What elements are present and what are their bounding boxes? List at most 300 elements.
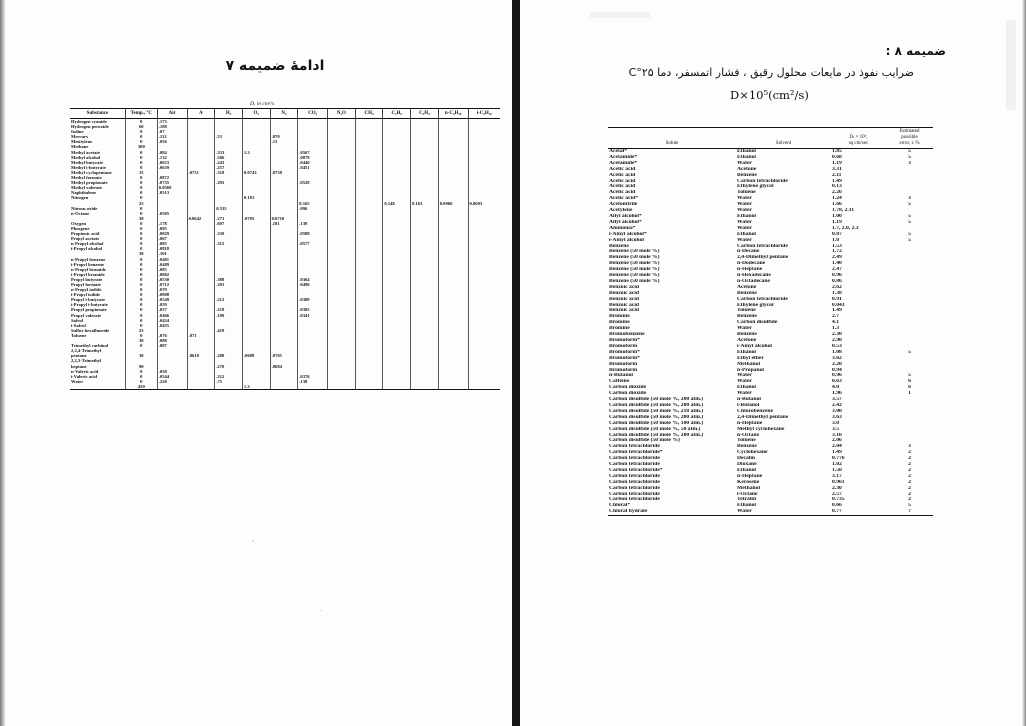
- diffusivity-cell: 3.31: [832, 166, 842, 172]
- diffusivity-cell: .418: [215, 328, 243, 333]
- diffusivity-cell: .0341: [298, 313, 328, 318]
- error-cell: 5: [908, 231, 911, 237]
- solute-cell: Carbon disulfide (50 mole %, 50 atm.): [609, 426, 701, 432]
- solute-cell: Bromine: [609, 326, 630, 332]
- diffusivity-cell: 2.47: [832, 267, 842, 273]
- solute-cell: Bromoform: [609, 367, 638, 373]
- substance-cell: i-Propyl benzene: [71, 261, 104, 267]
- error-cell: 6: [908, 385, 911, 391]
- substance-cell: Iodine: [71, 129, 84, 135]
- diffusivity-cell: .0388: [298, 297, 328, 302]
- temperature-cell: 300: [125, 144, 157, 149]
- substance-cell: Propyl propionate: [71, 307, 107, 313]
- error-cell: 5: [908, 373, 911, 379]
- temperature-cell: 0: [125, 343, 157, 348]
- solvent-cell: Toluene: [737, 190, 756, 196]
- diffusivity-cell: .0385: [298, 307, 328, 312]
- temperature-cell: 0: [125, 160, 157, 165]
- diffusivity-cell: .243: [215, 160, 243, 165]
- diffusivity-cell: .189: [215, 313, 243, 318]
- diffusivity-cell: .212: [215, 374, 243, 379]
- temperature-cell: 0: [125, 262, 157, 267]
- solvent-cell: 2,4-Dimethyl pentane: [737, 255, 789, 261]
- solute-cell: Carbon tetrachloride*: [609, 450, 663, 456]
- column-header: CO₂: [298, 109, 328, 119]
- solvent-cell: n-Hexadecane: [737, 273, 771, 279]
- solute-cell: Benzoic acid: [609, 296, 639, 302]
- error-cell: 3: [908, 160, 911, 166]
- diffusivity-cell: 2.62: [832, 284, 842, 290]
- diffusivity-cell: 0.0743: [242, 170, 270, 175]
- solvent-cell: Ethanol: [737, 231, 756, 237]
- substance-cell: i-Propyl iodide: [71, 292, 101, 298]
- diffusivity-cell: .178: [157, 221, 187, 226]
- diffusivity-cell: 2.7: [832, 314, 839, 320]
- solute-cell: Acetic acid: [609, 166, 636, 172]
- gas-diffusion-table-container: [70, 108, 500, 390]
- table-header-row: [70, 109, 500, 119]
- solvent-cell: Toluene: [737, 438, 756, 444]
- solute-cell: Bromobenzene: [609, 332, 645, 338]
- temperature-cell: 0: [125, 297, 157, 302]
- diffusivity-cell: 3.63: [832, 414, 842, 420]
- diffusivity-cell: 0.91: [832, 296, 842, 302]
- diffusivity-cell: .101: [157, 251, 187, 256]
- diffusivity-cell: 0.776: [832, 456, 845, 462]
- temperature-cell: 0: [125, 150, 157, 155]
- temperature-cell: 0: [125, 287, 157, 292]
- temperature-cell: 0: [125, 246, 157, 251]
- diffusivity-cell: 1.40: [832, 261, 842, 267]
- scan-edge-shadow: [1022, 0, 1026, 726]
- diffusivity-cell: .295: [215, 180, 243, 185]
- diffusivity-cell: .0712: [157, 282, 187, 287]
- diffusivity-cell: .0451: [298, 165, 328, 170]
- temperature-cell: 90: [125, 364, 157, 369]
- temperature-cell: 0: [125, 119, 157, 125]
- solvent-cell: Water: [737, 219, 752, 225]
- diffusivity-cell: .056: [157, 139, 187, 144]
- error-cell: 2: [908, 467, 911, 473]
- solvent-cell: Acetone: [737, 338, 757, 343]
- error-cell: 3: [908, 444, 911, 450]
- solvent-cell: Ethanol: [737, 385, 756, 391]
- solvent-cell: Ethyl ether: [737, 355, 764, 361]
- solute-cell: Carbon tetrachloride: [609, 444, 660, 450]
- column-header: n-C₄H₁₀: [438, 109, 468, 119]
- solvent-cell: Water: [737, 160, 752, 166]
- diffusivity-cell: 1.19: [832, 160, 842, 166]
- appendix-subtitle: ضرایب نفوذ در مایعات محلول رقیق ، فشار اتمسفر، دما ۲۵°C: [628, 66, 914, 79]
- diffusivity-cell: .0544: [157, 374, 187, 379]
- solvent-cell: i-Butanol: [737, 402, 760, 408]
- diffusivity-cell: .0639: [157, 165, 187, 170]
- solvent-cell: Ethylene glycol: [737, 184, 774, 190]
- temperature-cell: 0: [125, 318, 157, 323]
- diffusivity-cell: 0.535: [215, 206, 243, 211]
- substance-cell: n-Propyl alcohol: [71, 241, 104, 247]
- temperature-cell: 0: [125, 374, 157, 379]
- substance-cell: Safrol: [71, 317, 83, 323]
- solvent-cell: Benzene: [737, 290, 757, 296]
- solvent-cell: Water: [737, 391, 752, 397]
- solvent-cell: Water: [737, 237, 752, 243]
- diffusivity-cell: 0.63: [832, 379, 842, 385]
- substance-cell: n-Propyl iodide: [71, 287, 102, 293]
- diffusivity-cell: .0618: [187, 353, 215, 358]
- solvent-cell: n-Decane: [737, 249, 760, 255]
- diffusivity-cell: 2.06: [832, 438, 842, 444]
- diffusivity-cell: .0872: [157, 175, 187, 180]
- column-header-diffusivity: [831, 128, 886, 149]
- solute-cell: Carbon tetrachloride: [609, 485, 660, 491]
- diffusivity-cell: .084: [157, 150, 187, 155]
- diffusivity-cell: .0455: [157, 323, 187, 328]
- solute-cell: Benzoic acid: [609, 290, 639, 296]
- diffusivity-cell: 1.49: [832, 450, 842, 456]
- substance-cell: Propyl formate: [71, 282, 101, 287]
- diffusivity-cell: [215, 384, 243, 390]
- solute-cell: Carbon tetrachloride: [609, 479, 660, 485]
- solute-cell: Carbon disulfide (50 mole %, 200 atm.): [609, 432, 704, 438]
- substance-cell: Methyl formate: [71, 175, 102, 181]
- diffusivity-cell: 1.49: [832, 178, 842, 184]
- temperature-cell: 0: [125, 272, 157, 277]
- solvent-cell: Benzene: [737, 172, 757, 178]
- diffusivity-cell: 1.66: [832, 202, 842, 208]
- diffusivity-cell: .0735: [157, 180, 187, 185]
- diffusivity-cell: 3.57: [832, 397, 842, 403]
- solvent-cell: 2,4-Dimethyl pentane: [737, 414, 789, 420]
- substance-cell: Methyl valerate: [71, 185, 102, 191]
- diffusivity-cell: 0.87: [832, 231, 842, 237]
- substance-cell: i-Propyl bromide: [71, 271, 105, 277]
- substance-cell: i-Safrol: [71, 322, 86, 328]
- diffusivity-cell: .212: [215, 297, 243, 302]
- solvent-cell: n-Propanol: [737, 367, 764, 373]
- diffusivity-cell: .067: [157, 236, 187, 241]
- diffusivity-cell: 1.78, 2.11: [832, 208, 855, 214]
- column-header: Temp., °C: [125, 109, 157, 119]
- temperature-cell: 0: [125, 231, 157, 236]
- substance-cell: n-Propyl bromide: [71, 266, 106, 272]
- column-header: N₂O: [328, 109, 356, 119]
- diffusivity-cell: .0530: [157, 277, 187, 282]
- table-header-row: [608, 128, 933, 149]
- column-header-line: Estimated: [899, 129, 920, 134]
- error-cell: 5: [908, 213, 911, 219]
- substance-cell: Oxygen: [71, 220, 87, 226]
- substance-cell: Sulfur hexafluoride: [71, 327, 110, 333]
- diffusivity-cell: 2.30: [832, 485, 842, 491]
- substance-cell: Hydrogen peroxide: [71, 124, 109, 130]
- diffusivity-cell: .070: [270, 134, 298, 139]
- solute-cell: Bromoform*: [609, 338, 640, 343]
- solute-cell: Carbon disulfide (50 mole %, 200 atm.): [609, 414, 704, 420]
- right-page: [520, 0, 1026, 726]
- solvent-cell: n-Octane: [737, 432, 760, 438]
- diffusivity-cell: .095: [157, 226, 187, 231]
- solute-cell: Ammonia*: [609, 225, 636, 231]
- diffusivity-cell: .271: [215, 216, 243, 221]
- diffusivity-cell: .0879: [298, 155, 328, 160]
- error-cell: 6: [908, 379, 911, 385]
- solute-cell: Benzoic acid: [609, 302, 639, 308]
- temperature-cell: 0: [125, 134, 157, 139]
- temperature-cell: 0: [125, 195, 157, 200]
- diffusivity-cell: .085: [157, 267, 187, 272]
- solvent-cell: Carbon disulfide: [737, 320, 778, 326]
- diffusivity-cell: 1.49: [832, 308, 842, 314]
- diffusivity-cell: .220: [157, 379, 187, 384]
- substance-cell: i-Valeric acid: [71, 373, 97, 379]
- solute-cell: Acetic acid: [609, 184, 636, 190]
- diffusivity-cell: .0577: [298, 241, 328, 246]
- diffusivity-cell: 0.53: [832, 343, 842, 349]
- diffusivity-cell: 1.38: [832, 290, 842, 296]
- solute-cell: Benzene (50 mole %): [609, 267, 660, 273]
- diffusivity-cell: .0513: [157, 190, 187, 195]
- diffusivity-cell: .112: [157, 134, 187, 139]
- diffusivity-cell: .0688: [242, 353, 270, 358]
- error-cell: 2: [908, 497, 911, 503]
- column-header-line: sq cm/sec: [848, 141, 869, 146]
- diffusivity-cell: .0705: [270, 353, 298, 358]
- diffusivity-cell: .096: [298, 206, 328, 211]
- substance-cell: heptane: [71, 363, 87, 369]
- solvent-cell: Water: [736, 509, 831, 515]
- substance-cell: Propionic acid: [71, 231, 100, 237]
- diffusivity-cell: .0446: [298, 160, 328, 165]
- diffusivity-cell: 0.96: [832, 273, 842, 279]
- temperature-cell: 0: [125, 226, 157, 231]
- solvent-cell: Ethanol: [737, 148, 756, 154]
- substance-cell: i-Propyl i-butyrate: [71, 302, 108, 308]
- diffusivity-cell: 1.85: [832, 148, 842, 154]
- column-header: i-C₄H₁₀: [468, 109, 500, 119]
- substance-cell: [70, 384, 125, 390]
- gas-diffusion-table: [70, 108, 500, 390]
- error-cell: 2: [908, 485, 911, 491]
- solute-cell: i-Amyl alcohol*: [609, 231, 647, 237]
- diffusivity-cell: .0829: [157, 231, 187, 236]
- solvent-cell: Cyclohexane: [737, 450, 768, 456]
- diffusivity-cell: .0802: [157, 272, 187, 277]
- diffusivity-cell: .0588: [298, 231, 328, 236]
- diffusivity-cell: .088: [157, 338, 187, 343]
- diffusivity-cell: [468, 384, 500, 390]
- temperature-cell: 0: [125, 180, 157, 185]
- scan-speck: [320, 610, 322, 611]
- solvent-cell: Water: [737, 326, 752, 332]
- diffusivity-cell: .139: [298, 221, 328, 226]
- solute-cell: Carbon tetrachloride: [609, 491, 660, 497]
- temperature-cell: 0: [125, 292, 157, 297]
- substance-cell: Propyl valerate: [71, 312, 102, 318]
- diffusivity-cell: .270: [215, 364, 243, 369]
- diffusivity-cell: 0.0960: [438, 201, 468, 206]
- appendix-heading: ضمیمه ۸ :: [885, 44, 946, 58]
- diffusivity-cell: .506: [215, 155, 243, 160]
- error-cell: 7: [886, 509, 933, 515]
- solvent-cell: Ethanol: [737, 349, 756, 355]
- diffusivity-cell: [298, 384, 328, 390]
- solvent-cell: Benzene: [737, 444, 757, 450]
- solute-cell: Carbon tetrachloride*: [609, 467, 663, 473]
- diffusivity-cell: 3.10: [832, 432, 842, 438]
- diffusivity-cell: 4.0: [832, 385, 839, 391]
- solute-cell: Carbon disulfide (50 mole %, 100 atm.): [609, 420, 704, 426]
- solute-cell: Bromine: [609, 320, 630, 326]
- diffusivity-cell: .0758: [270, 170, 298, 175]
- diffusivity-cell: .75: [215, 379, 243, 384]
- solute-cell: Benzene (50 mole %): [609, 249, 660, 255]
- diffusivity-cell: .057: [157, 307, 187, 312]
- substance-cell: Toluene: [71, 332, 87, 338]
- liquid-diffusion-table: [608, 127, 933, 516]
- error-cell: 3: [908, 196, 911, 202]
- solvent-cell: Methyl cyclohexane: [737, 426, 785, 432]
- solute-cell: Carbon disulfide (50 mole %, 218 atm.): [609, 408, 704, 414]
- table-body: [70, 119, 500, 390]
- solute-cell: Carbon disulfide (50 mole %): [609, 438, 680, 444]
- column-header: N₂: [270, 109, 298, 119]
- diffusivity-cell: .333: [215, 150, 243, 155]
- diffusivity-cell: .218: [215, 307, 243, 312]
- diffusivity-cell: [438, 384, 468, 390]
- solute-cell: Benzene: [609, 243, 629, 249]
- diffusivity-cell: .0434: [157, 318, 187, 323]
- diffusivity-cell: 1.0: [832, 237, 839, 243]
- column-header: H₂: [215, 109, 243, 119]
- diffusivity-cell: .0818: [157, 246, 187, 251]
- solute-cell: Chloral*: [609, 503, 631, 509]
- error-cell: 2: [908, 473, 911, 479]
- diffusivity-cell: .0376: [298, 374, 328, 379]
- diffusivity-cell: 1.3: [832, 326, 839, 332]
- substance-cell: Propyl acetate: [71, 236, 100, 242]
- diffusivity-cell: 0.0710: [270, 216, 298, 221]
- solvent-cell: Ethanol: [737, 154, 756, 160]
- diffusivity-unit-label: D, in cm²/s: [250, 101, 275, 107]
- column-header: CH₄: [355, 109, 383, 119]
- diffusivity-cell: 0.68: [832, 154, 842, 160]
- solvent-cell: Benzene: [737, 314, 757, 320]
- substance-cell: Nitrogen: [71, 195, 89, 201]
- solute-cell: Bromine: [609, 314, 630, 320]
- solvent-cell: n-Dodecane: [737, 261, 766, 267]
- scan-speck: [252, 540, 254, 542]
- temperature-cell: 450: [125, 384, 157, 390]
- diffusivity-cell: 1.3: [242, 150, 270, 155]
- temperature-cell: 0: [125, 379, 157, 384]
- solvent-cell: Kerosene: [737, 479, 760, 485]
- solute-cell: n-Butanol: [609, 373, 633, 379]
- diffusivity-cell: .0364: [298, 277, 328, 282]
- diffusivity-cell: .071: [187, 333, 215, 338]
- temperature-cell: 30: [125, 338, 157, 343]
- diffusivity-cell: .076: [157, 333, 187, 338]
- solute-cell: Acetonitrile: [609, 202, 638, 208]
- solvent-cell: Acetone: [737, 166, 757, 172]
- substance-cell: Mesitylene: [71, 139, 93, 145]
- substance-cell: Water: [71, 378, 84, 384]
- temperature-cell: 0: [125, 190, 157, 195]
- substance-cell: Naphthalene: [71, 190, 97, 196]
- solvent-cell: Decalin: [737, 456, 756, 462]
- solute-cell: Carbon disulfide (50 mole %, 200 atm.): [609, 397, 704, 403]
- diffusivity-cell: 0.77: [831, 509, 886, 515]
- diffusivity-cell: 0.735: [832, 497, 845, 503]
- diffusivity-cell: 0.96: [832, 373, 842, 379]
- diffusivity-cell: 2.42: [832, 402, 842, 408]
- solute-cell: Carbon dioxide: [609, 391, 647, 397]
- diffusivity-cell: 2.20: [832, 361, 842, 367]
- temperature-cell: 0: [125, 185, 157, 190]
- substance-cell: n-Propyl benzene: [71, 256, 106, 262]
- error-cell: 5: [908, 154, 911, 160]
- column-header: C₂H₄: [411, 109, 439, 119]
- temperature-cell: 0: [125, 267, 157, 272]
- temperature-cell: 0: [125, 313, 157, 318]
- solvent-cell: Water: [737, 379, 752, 385]
- error-cell: 5: [908, 237, 911, 243]
- diffusivity-cell: .315: [215, 241, 243, 246]
- solvent-cell: Tetralin: [737, 497, 757, 503]
- diffusivity-cell: .059: [157, 302, 187, 307]
- error-cell: 2: [908, 450, 911, 456]
- substance-cell: n-Octane: [71, 210, 90, 216]
- diffusivity-cell: 3.0: [832, 420, 839, 426]
- diffusivity-cell: .697: [215, 221, 243, 226]
- column-header-error: [886, 128, 933, 149]
- temperature-cell: 0: [125, 211, 157, 216]
- diffusivity-cell: 0.0603: [468, 201, 500, 206]
- substance-cell: 2,2,3-Trimethyl: [71, 358, 102, 364]
- solute-cell: Acetamide*: [609, 160, 638, 166]
- solute-cell: Bromoform: [609, 343, 638, 349]
- substance-cell: pentane: [71, 353, 87, 359]
- error-cell: 5: [908, 503, 911, 509]
- diffusivity-cell: [411, 384, 439, 390]
- diffusivity-cell: .0731: [187, 170, 215, 175]
- diffusivity-cell: 2.30: [832, 332, 842, 338]
- column-header: Air: [157, 109, 187, 119]
- solvent-cell: n-Octadecane: [737, 278, 770, 284]
- diffusivity-cell: 0.94: [832, 367, 842, 373]
- temperature-cell: 0: [125, 155, 157, 160]
- temperature-cell: 0: [125, 307, 157, 312]
- diffusivity-cell: 0.0642: [187, 216, 215, 221]
- solute-cell: Acetic acid: [609, 172, 636, 178]
- diffusivity-cell: [355, 384, 383, 390]
- substance-cell: i-Propyl alcohol: [71, 246, 103, 252]
- substance-cell: Methyl acetate: [71, 149, 100, 155]
- solvent-cell: Benzene: [737, 332, 757, 338]
- diffusivity-cell: 4.1: [832, 320, 839, 326]
- diffusivity-cell: [328, 384, 356, 390]
- solute-cell: Acetic acid: [609, 178, 636, 184]
- diffusivity-cell: 1.7, 2.0, 2.3: [832, 225, 859, 231]
- diffusivity-cell: .07: [157, 129, 187, 134]
- diffusivity-cell: 2.26: [832, 190, 842, 196]
- solute-cell: Carbon tetrachloride: [609, 473, 660, 479]
- diffusivity-cell: .132: [157, 155, 187, 160]
- substance-cell: Methyl cyclopentane: [71, 169, 112, 175]
- table-body: [608, 149, 933, 516]
- diffusivity-cell: 1.53: [832, 243, 842, 249]
- solute-cell: Carbon dioxide: [609, 385, 647, 391]
